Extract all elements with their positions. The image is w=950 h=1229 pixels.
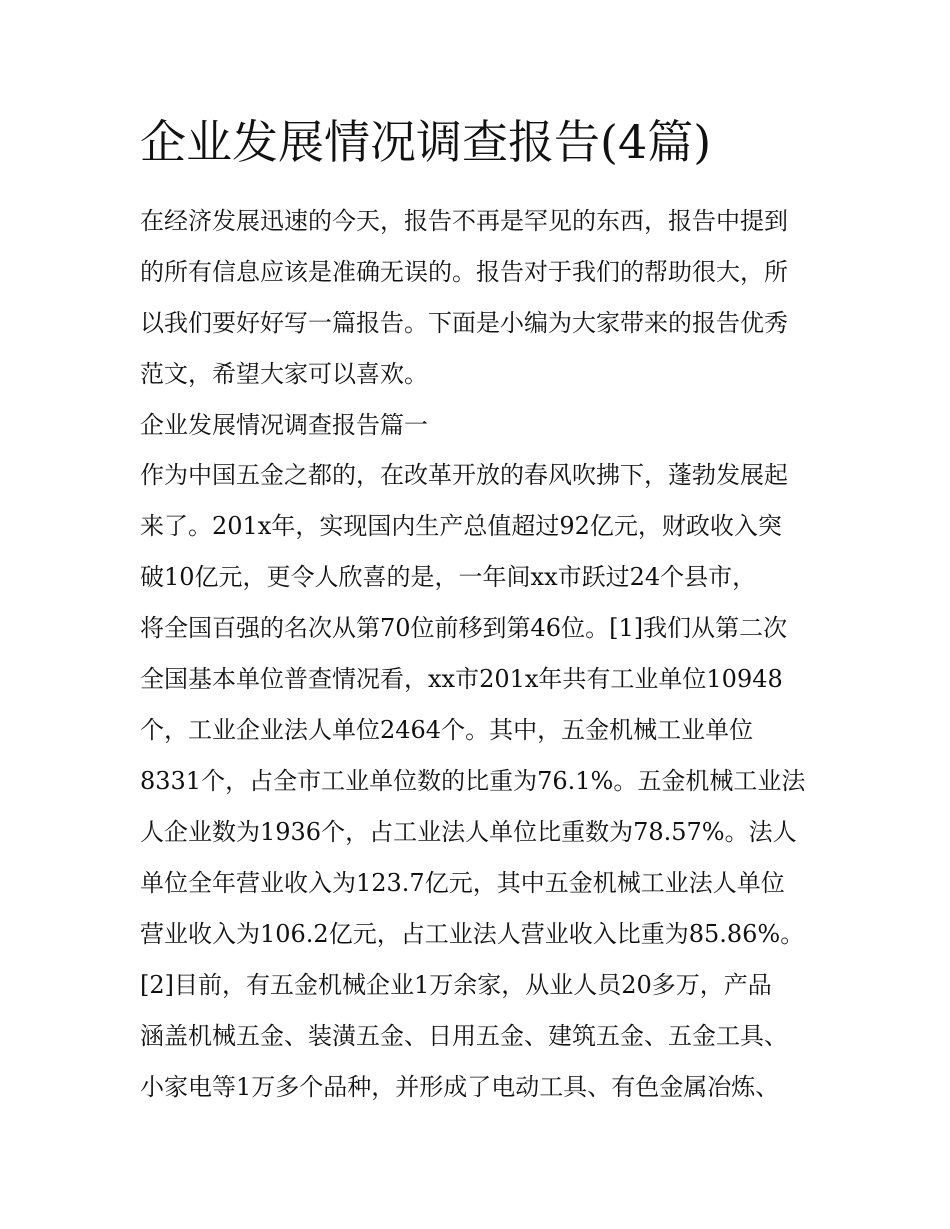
body-line: 作为中国五金之都的，在改革开放的春风吹拂下，蓬勃发展起 — [140, 461, 788, 489]
body-line: 营业收入为106.2亿元，占工业法人营业收入比重为85.86%。 — [140, 920, 805, 948]
body-line: [2]目前，有五金机械企业1万余家，从业人员20多万，产品 — [140, 971, 772, 999]
document-title: 企业发展情况调查报告(4篇) — [140, 115, 712, 169]
body-line: 小家电等1万多个品种，并形成了电动工具、有色金属冶炼、 — [140, 1073, 780, 1101]
body-line: 涵盖机械五金、装潢五金、日用五金、建筑五金、五金工具、 — [140, 1022, 788, 1050]
body-line: 8331个，占全市工业单位数的比重为76.1%。五金机械工业法 — [140, 767, 806, 795]
document-body — [140, 196, 830, 1113]
body-line: 在经济发展迅速的今天，报告不再是罕见的东西，报告中提到 — [140, 207, 788, 235]
body-line: 以我们要好好写一篇报告。下面是小编为大家带来的报告优秀 — [140, 309, 788, 337]
section-heading: 企业发展情况调查报告篇一 — [140, 411, 428, 439]
body-line: 的所有信息应该是准确无误的。报告对于我们的帮助很大，所 — [140, 258, 788, 286]
body-line: 全国基本单位普查情况看，xx市201x年共有工业单位10948 — [140, 665, 783, 693]
body-line: 单位全年营业收入为123.7亿元，其中五金机械工业法人单位 — [140, 869, 785, 897]
body-line: 个，工业企业法人单位2464个。其中，五金机械工业单位 — [140, 716, 754, 744]
body-line: 来了。201x年，实现国内生产总值超过92亿元，财政收入突 — [140, 512, 782, 540]
body-line: 范文，希望大家可以喜欢。 — [140, 360, 428, 388]
body-line: 破10亿元，更令人欣喜的是，一年间xx市跃过24个县市， — [140, 563, 757, 591]
body-line: 人企业数为1936个，占工业法人单位比重数为78.57%。法人 — [140, 818, 797, 846]
body-line: 将全国百强的名次从第70位前移到第46位。[1]我们从第二次 — [140, 614, 788, 642]
